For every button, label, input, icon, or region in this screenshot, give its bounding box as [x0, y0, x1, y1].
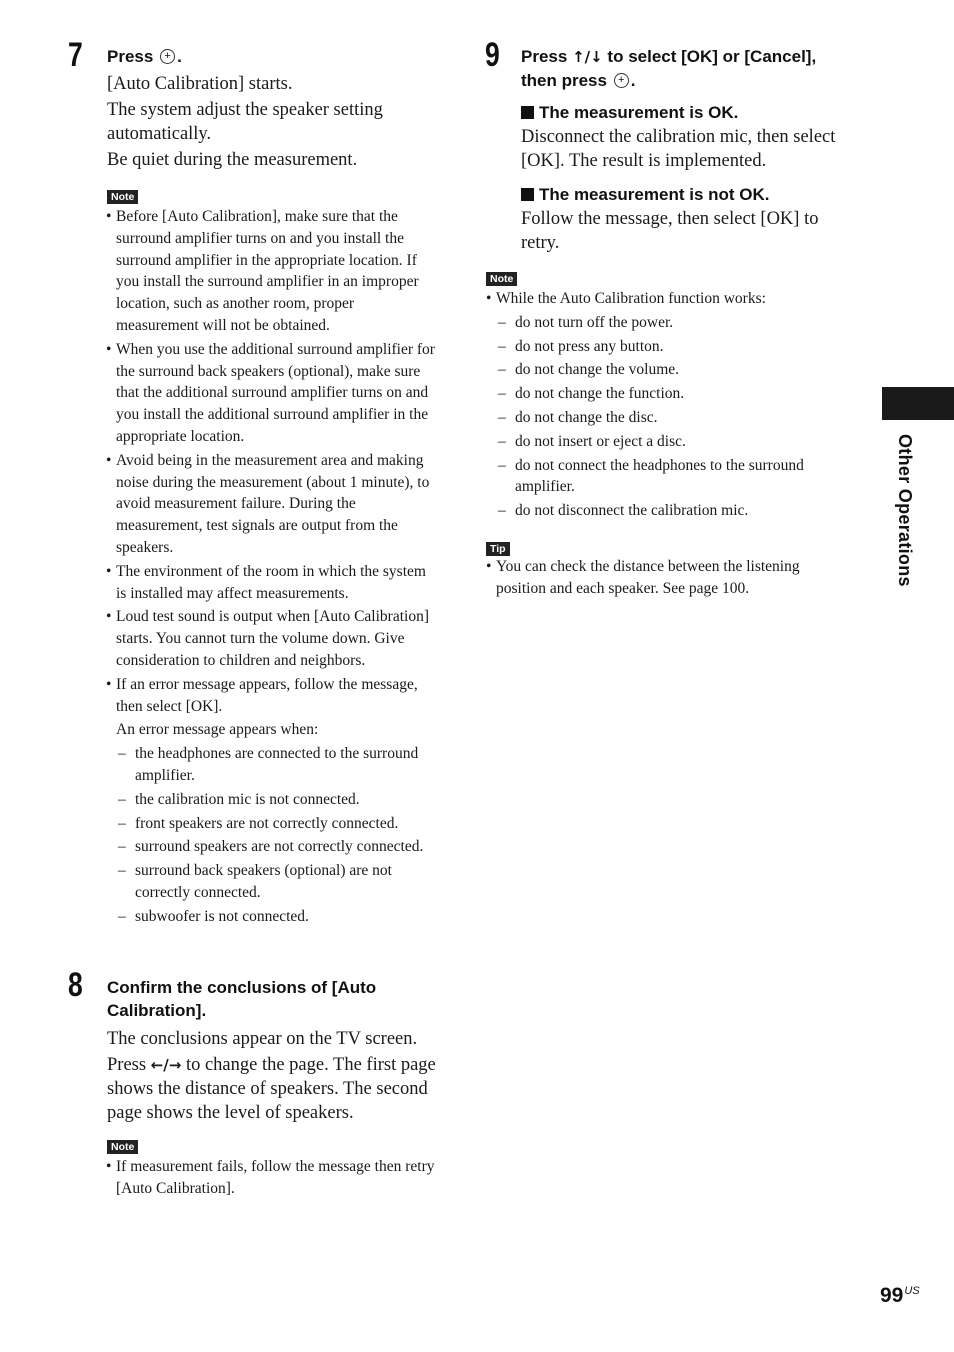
note-dash-item: – do not press any button. [486, 336, 842, 358]
note-item: • While the Auto Calibration function works: [486, 288, 842, 310]
note-dash-item: – do not disconnect the calibration mic. [486, 500, 842, 522]
note-item: • If an error message appears, follow the message, then select [OK]. [106, 674, 440, 718]
note-label: Note [107, 190, 138, 204]
note-item: • If measurement fails, follow the message then retry [Auto Calibration]. [106, 1156, 440, 1200]
step-7-body-line: [Auto Calibration] starts. [107, 74, 293, 94]
step-9-number: 9 [485, 36, 500, 74]
error-item: – surround back speakers (optional) are not correctly connected. [106, 860, 440, 904]
note-dash-item: – do not change the volume. [486, 359, 842, 381]
step-8-body-line: The conclusions appear on the TV screen. [107, 1029, 418, 1049]
note-dash-item: – do not connect the headphones to the surround amplifier. [486, 455, 842, 499]
step-8-notes [106, 1156, 440, 1202]
left-right-arrows-icon: ←/→ [150, 1056, 182, 1074]
note-dash-item: – do not turn off the power. [486, 312, 842, 334]
ok-body: Disconnect the calibration mic, then select [OK]. The result is implemented. [521, 127, 836, 171]
note-dash-item: – do not change the disc. [486, 407, 842, 429]
step-8-press-post: to change the page. The first page shows the distance of speakers. The second page shows the level of speakers. [107, 1055, 436, 1123]
step-7-heading-press: Press [107, 47, 154, 66]
step-8-heading: Confirm the conclusions of [Auto Calibration]. [107, 978, 377, 1020]
step-7-number: 7 [68, 36, 83, 74]
tip-label: Tip [486, 542, 510, 556]
step-7-body-line: Be quiet during the measurement. [107, 150, 358, 170]
square-bullet-icon [521, 106, 534, 119]
step-9-press-text: Press [521, 47, 568, 66]
step-7-heading-end: . [177, 47, 182, 66]
note-item: • Before [Auto Calibration], make sure that the surround amplifier turns on and you install the surround amplifier in the appropriate location. If you install the surround amplifier in an improper location, such as another room, proper measurement will not be obtained. [106, 206, 440, 337]
not-ok-subheading-text: The measurement is not OK. [539, 185, 770, 204]
step-7-body [107, 72, 437, 174]
note-label: Note [486, 272, 517, 286]
not-ok-subheading [521, 183, 856, 206]
step-8-body-line [107, 1053, 442, 1125]
tip-item: • You can check the distance between the listening position and each speaker. See page 100. [486, 556, 842, 600]
step-9-notes [486, 288, 842, 524]
note-item: • Loud test sound is output when [Auto Calibration] starts. You cannot turn the volume down. Give consideration to children and neighbors. [106, 606, 440, 671]
step-9-heading [521, 45, 856, 92]
step-9-heading-end: . [630, 71, 636, 90]
page-number-value: 99 [880, 1284, 904, 1307]
error-item: – front speakers are not correctly connected. [106, 813, 440, 835]
section-tab-label: Other Operations [895, 434, 915, 587]
enter-button-icon [614, 73, 629, 88]
error-item: – subwoofer is not connected. [106, 906, 440, 928]
error-item: – the headphones are connected to the surround amplifier. [106, 743, 440, 787]
step-8-number: 8 [68, 966, 83, 1004]
enter-button-icon [160, 49, 175, 64]
step-8-press-text: Press [107, 1055, 147, 1075]
note-item: • Avoid being in the measurement area and making noise during the measurement (about 1 minute), to avoid measurement failure. During the measurement, test signals are output from the speakers. [106, 450, 440, 559]
section-tab-block [882, 387, 954, 420]
page-number-suffix: US [904, 1285, 920, 1297]
error-item: – surround speakers are not correctly connected. [106, 836, 440, 858]
error-item: – the calibration mic is not connected. [106, 789, 440, 811]
page-number [880, 1284, 920, 1308]
square-bullet-icon [521, 188, 534, 201]
step-9-heading-mid: to select [OK] or [Cancel], then press [521, 47, 817, 90]
note-item: • When you use the additional surround amplifier for the surround back speakers (optional), make sure that the additional surround amplifier turns on and you install the additional surround amplifier in the appropriate location. [106, 339, 440, 448]
step-7-notes [106, 206, 440, 930]
up-down-arrows-icon: ↑/↓ [572, 48, 603, 66]
note-dash-item: – do not insert or eject a disc. [486, 431, 842, 453]
tip-notes [486, 556, 842, 602]
note-label: Note [107, 1140, 138, 1154]
step-8-body [107, 1027, 442, 1127]
note-item: • The environment of the room in which the system is installed may affect measurements. [106, 561, 440, 605]
step-7-body-line: The system adjust the speaker setting automatically. [107, 100, 383, 144]
ok-subheading [521, 101, 856, 124]
note-dash-item: – do not change the function. [486, 383, 842, 405]
ok-subheading-text: The measurement is OK. [539, 103, 739, 122]
error-intro: An error message appears when: [116, 721, 319, 739]
step-7-heading [107, 45, 437, 68]
not-ok-body: Follow the message, then select [OK] to retry. [521, 209, 819, 253]
